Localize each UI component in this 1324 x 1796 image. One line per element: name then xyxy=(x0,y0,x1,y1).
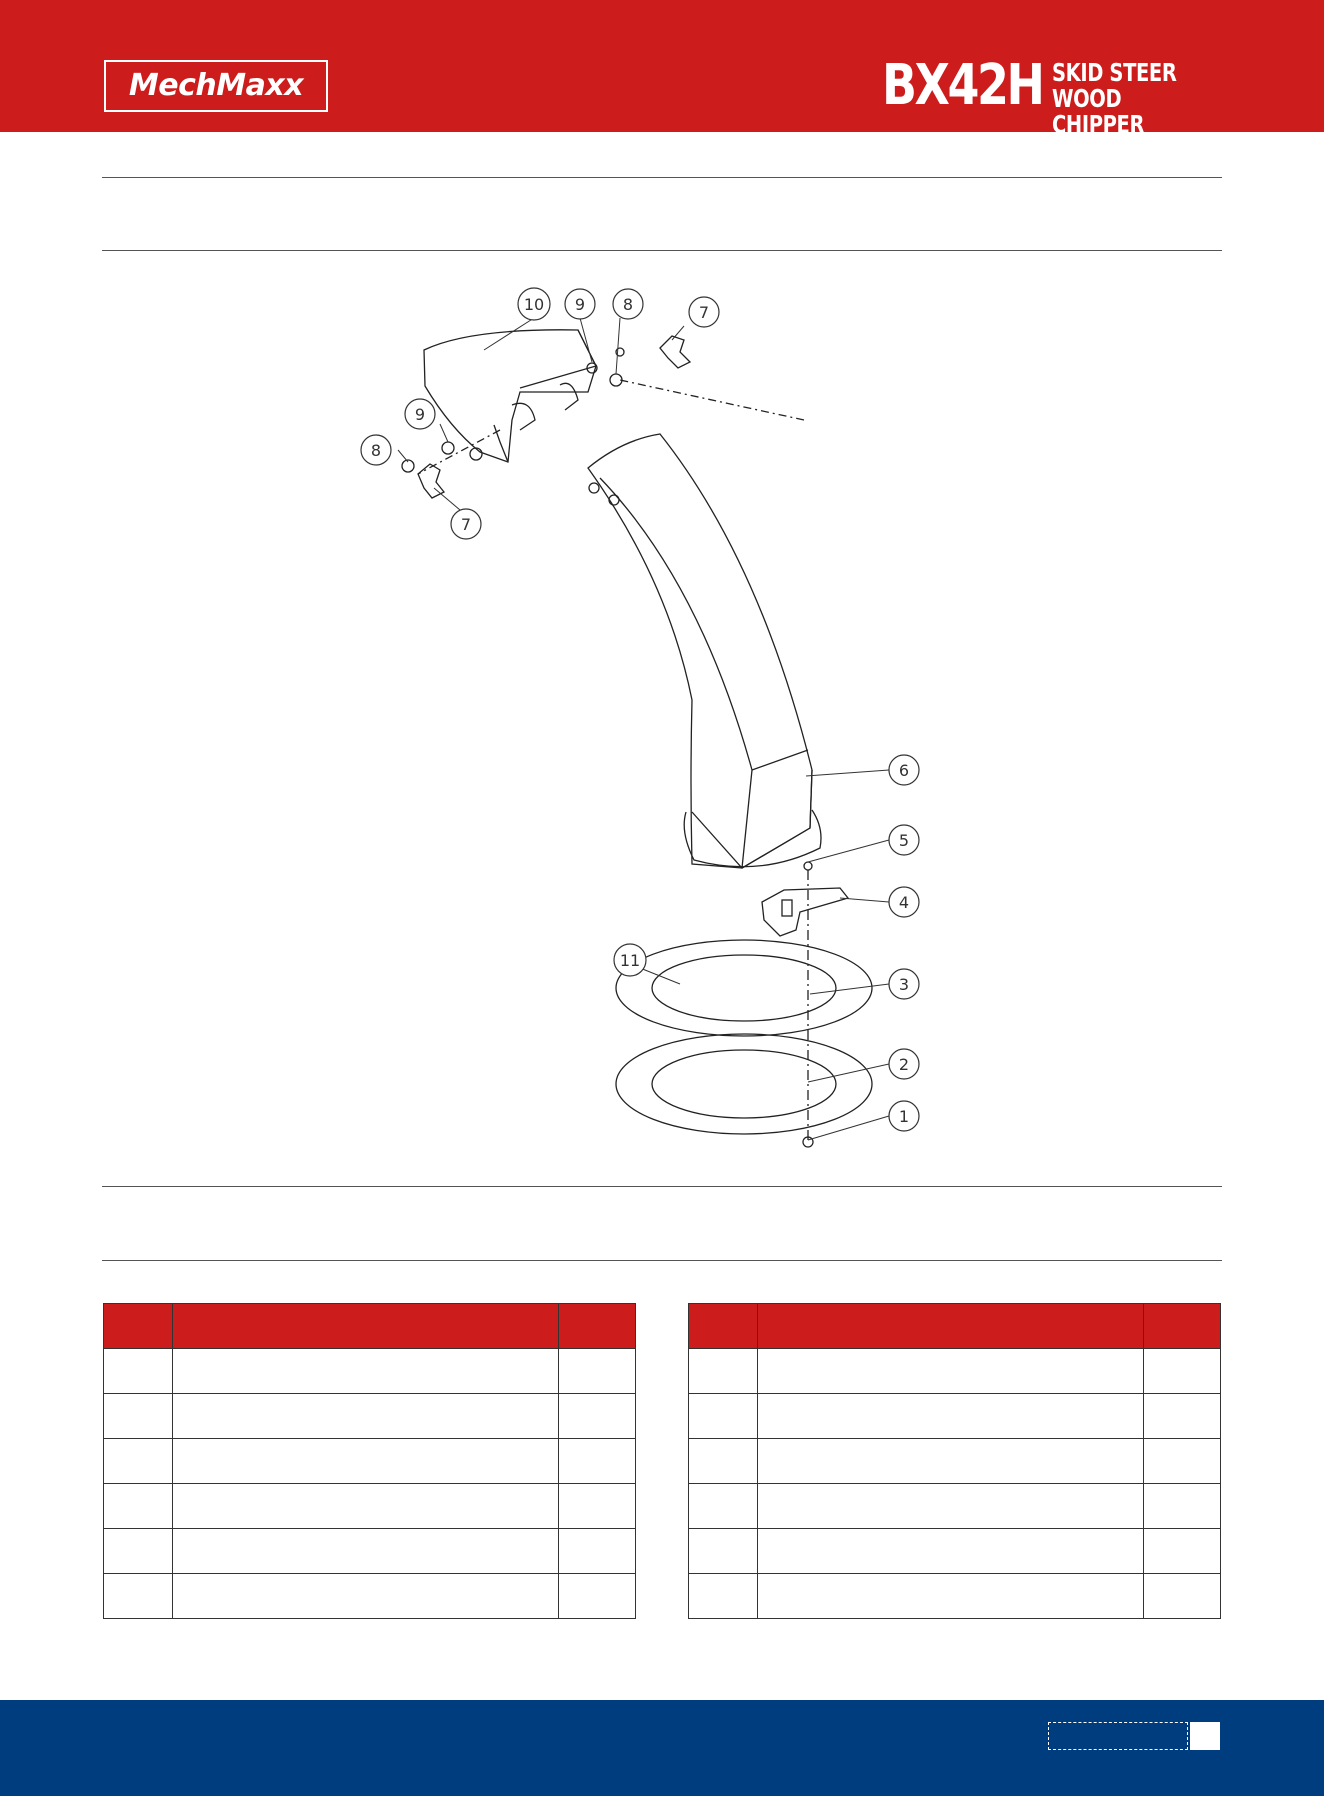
callout-1 xyxy=(889,1101,919,1131)
model-title: BX42H xyxy=(882,53,1043,118)
callout-10-label: 10 xyxy=(523,295,545,314)
brand-logo: MechMaxx xyxy=(104,60,328,112)
section-rule-top-1 xyxy=(102,177,1222,178)
table-row xyxy=(689,1529,1221,1574)
callout-6-label: 6 xyxy=(898,761,910,780)
callout-9-left xyxy=(405,399,435,429)
table-row xyxy=(689,1484,1221,1529)
knob-hardware-drawing xyxy=(402,336,813,1147)
callout-7-right-label: 7 xyxy=(698,303,710,322)
table-row xyxy=(104,1484,636,1529)
table-row xyxy=(104,1394,636,1439)
callout-7-left-label: 7 xyxy=(460,515,472,534)
section-rule-bottom-2 xyxy=(102,1260,1222,1261)
table-row xyxy=(689,1394,1221,1439)
callout-8-right-label: 8 xyxy=(622,295,634,314)
column-header-number xyxy=(689,1304,758,1349)
page-number-box xyxy=(1190,1722,1220,1750)
callout-9-right xyxy=(565,289,595,319)
callout-1-label: 1 xyxy=(898,1107,910,1126)
parts-table-left xyxy=(103,1303,636,1619)
product-subtitle xyxy=(1052,60,1208,138)
callout-10 xyxy=(518,288,550,320)
table-row xyxy=(689,1574,1221,1619)
mount-bracket-drawing xyxy=(762,888,848,936)
table-header-row xyxy=(104,1304,636,1349)
callout-9-left-label: 9 xyxy=(414,405,426,424)
column-header-quantity xyxy=(559,1304,636,1349)
callout-8-right xyxy=(613,289,643,319)
callout-7-right xyxy=(689,297,719,327)
callout-11 xyxy=(614,944,646,976)
callout-2 xyxy=(889,1049,919,1079)
callout-5-label: 5 xyxy=(898,831,910,850)
callout-2-label: 2 xyxy=(898,1055,910,1074)
callout-8-left-label: 8 xyxy=(370,441,382,460)
chute-body-drawing xyxy=(588,434,821,868)
section-rule-top-2 xyxy=(102,250,1222,251)
subtitle-line-2: WOOD CHIPPER xyxy=(1052,84,1145,139)
callout-7-left xyxy=(451,509,481,539)
callout-11-label: 11 xyxy=(619,951,641,970)
table-row xyxy=(689,1439,1221,1484)
subtitle-line-1: SKID STEER xyxy=(1052,58,1177,87)
callout-9-right-label: 9 xyxy=(574,295,586,314)
gasket-ring-drawing xyxy=(616,940,872,1036)
column-header-description xyxy=(172,1304,559,1349)
callout-8-left xyxy=(361,435,391,465)
exploded-parts-diagram xyxy=(340,280,940,1150)
table-row xyxy=(689,1349,1221,1394)
base-ring-drawing xyxy=(616,1034,872,1134)
callout-4-label: 4 xyxy=(898,893,910,912)
table-row xyxy=(104,1529,636,1574)
section-rule-bottom-1 xyxy=(102,1186,1222,1187)
callout-3 xyxy=(889,969,919,999)
column-header-description xyxy=(757,1304,1144,1349)
callout-3-label: 3 xyxy=(898,975,910,994)
column-header-number xyxy=(104,1304,173,1349)
page-label-box xyxy=(1048,1722,1188,1750)
table-header-row xyxy=(689,1304,1221,1349)
table-row xyxy=(104,1349,636,1394)
table-row xyxy=(104,1574,636,1619)
callout-5 xyxy=(889,825,919,855)
parts-table-right xyxy=(688,1303,1221,1619)
header-band xyxy=(0,0,1324,139)
table-row xyxy=(104,1439,636,1484)
callout-4 xyxy=(889,887,919,917)
callout-6 xyxy=(889,755,919,785)
column-header-quantity xyxy=(1144,1304,1221,1349)
